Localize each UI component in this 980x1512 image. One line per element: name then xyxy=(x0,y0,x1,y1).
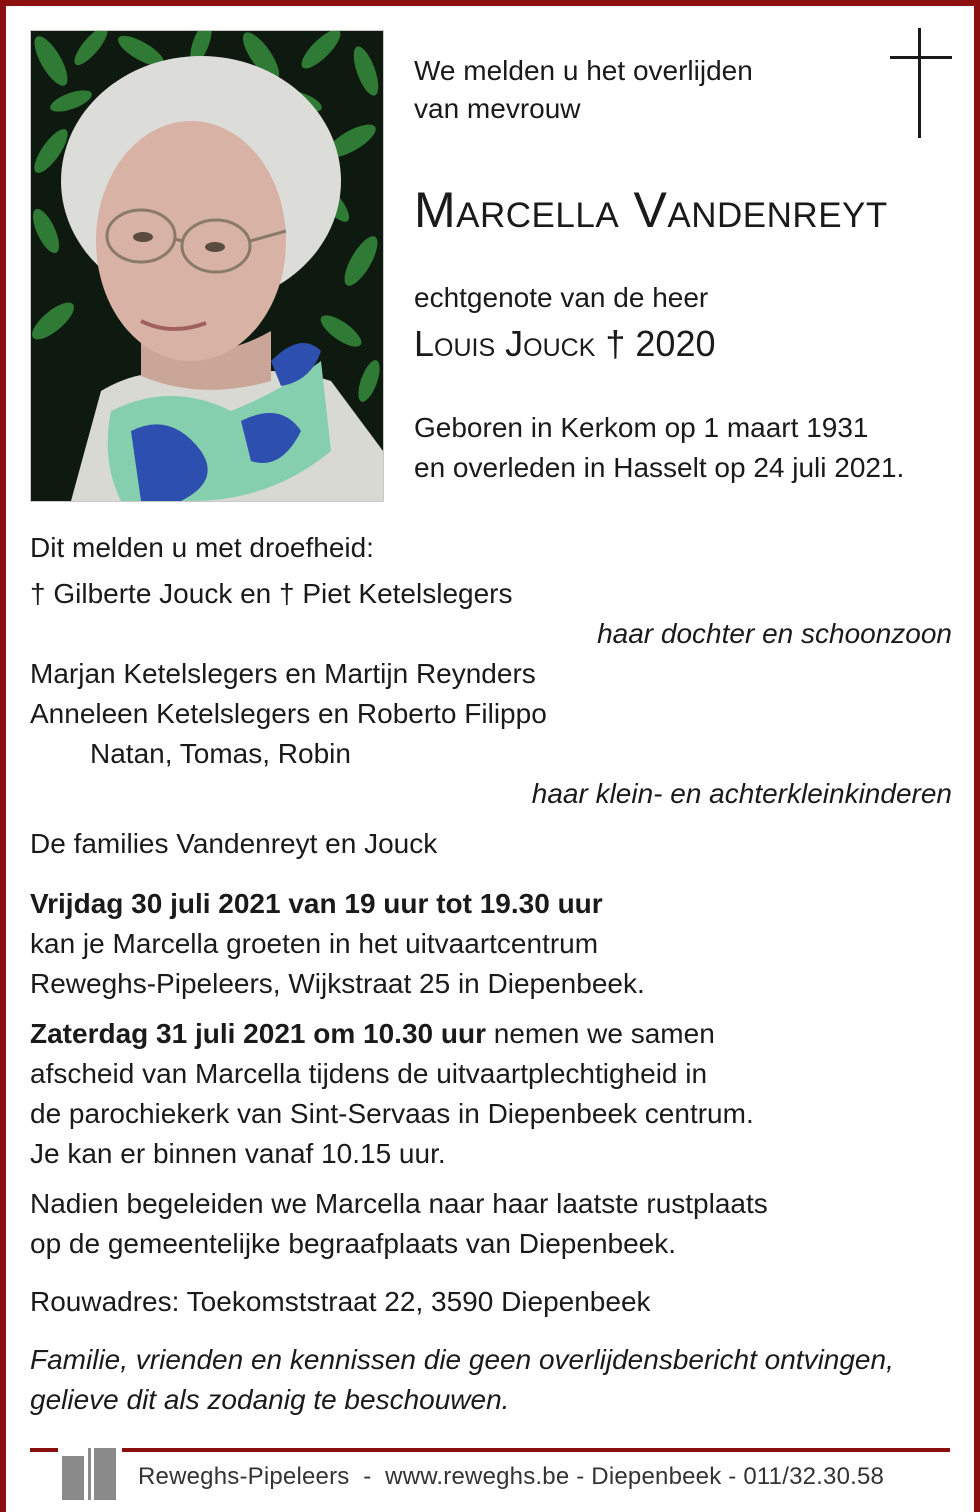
footer-contact: Reweghs-Pipeleers - www.reweghs.be - Diepenbeek - 011/32.30.58 xyxy=(138,1463,885,1490)
visitation-line: kan je Marcella groeten in het uitvaartcentrum xyxy=(30,928,599,959)
relation-daughter: haar dochter en schoonzoon xyxy=(597,618,952,649)
spouse-label: echtgenote van de heer xyxy=(414,282,709,313)
footer-divider xyxy=(30,1448,950,1452)
mourner-families: De families Vandenreyt en Jouck xyxy=(30,828,438,859)
mourner-great-grandchildren: Natan, Tomas, Robin xyxy=(90,738,351,769)
mourner-grandchildren: Marjan Ketelslegers en Martijn Reynders xyxy=(30,658,536,689)
mourning-address: Rouwadres: Toekomststraat 22, 3590 Diepenbeek xyxy=(30,1286,651,1317)
funeral-section xyxy=(30,1014,952,1174)
burial-section xyxy=(30,1184,952,1264)
burial-line: op de gemeentelijke begraafplaats van Diepenbeek. xyxy=(30,1228,677,1259)
birth-line: Geboren in Kerkom op 1 maart 1931 xyxy=(414,412,869,443)
funeral-line: de parochiekerk van Sint-Servaas in Diepenbeek centrum. xyxy=(30,1098,754,1129)
portrait-photo xyxy=(30,30,384,502)
death-line: en overleden in Hasselt op 24 juli 2021. xyxy=(414,452,905,483)
mourner-grandchildren: Anneleen Ketelslegers en Roberto Filippo xyxy=(30,698,547,729)
funeral-line: afscheid van Marcella tijdens de uitvaartplechtigheid in xyxy=(30,1058,708,1089)
intro-line: We melden u het overlijden xyxy=(414,55,753,86)
funeral-home-logo-icon xyxy=(58,1444,122,1502)
cross-icon xyxy=(890,28,952,138)
spouse-name: Louis Jouck † 2020 xyxy=(414,323,716,364)
visitation-line: Reweghs-Pipeleers, Wijkstraat 25 in Diepenbeek. xyxy=(30,968,645,999)
funeral-date: Zaterdag 31 juli 2021 om 10.30 uur xyxy=(30,1018,486,1049)
visitation-section xyxy=(30,884,952,1004)
funeral-date-rest: nemen we samen xyxy=(485,1018,715,1049)
deceased-name: Marcella Vandenreyt xyxy=(414,182,888,238)
burial-line: Nadien begeleiden we Marcella naar haar laatste rustplaats xyxy=(30,1188,768,1219)
notice-line: gelieve dit als zodanig te beschouwen. xyxy=(30,1384,510,1415)
announcement-body xyxy=(30,528,952,1420)
mourner-daughter: † Gilberte Jouck en † Piet Ketelslegers xyxy=(30,578,513,609)
funeral-line: Je kan er binnen vanaf 10.15 uur. xyxy=(30,1138,446,1169)
birth-death-dates xyxy=(414,408,904,488)
intro-text xyxy=(414,52,753,128)
visitation-date: Vrijdag 30 juli 2021 van 19 uur tot 19.30 uur xyxy=(30,888,603,919)
intro-line: van mevrouw xyxy=(414,93,581,124)
mourners-heading: Dit melden u met droefheid: xyxy=(30,532,374,563)
notice xyxy=(30,1340,952,1420)
notice-line: Familie, vrienden en kennissen die geen overlijdensbericht ontvingen, xyxy=(30,1344,894,1375)
relation-grandchildren: haar klein- en achterkleinkinderen xyxy=(531,778,952,809)
